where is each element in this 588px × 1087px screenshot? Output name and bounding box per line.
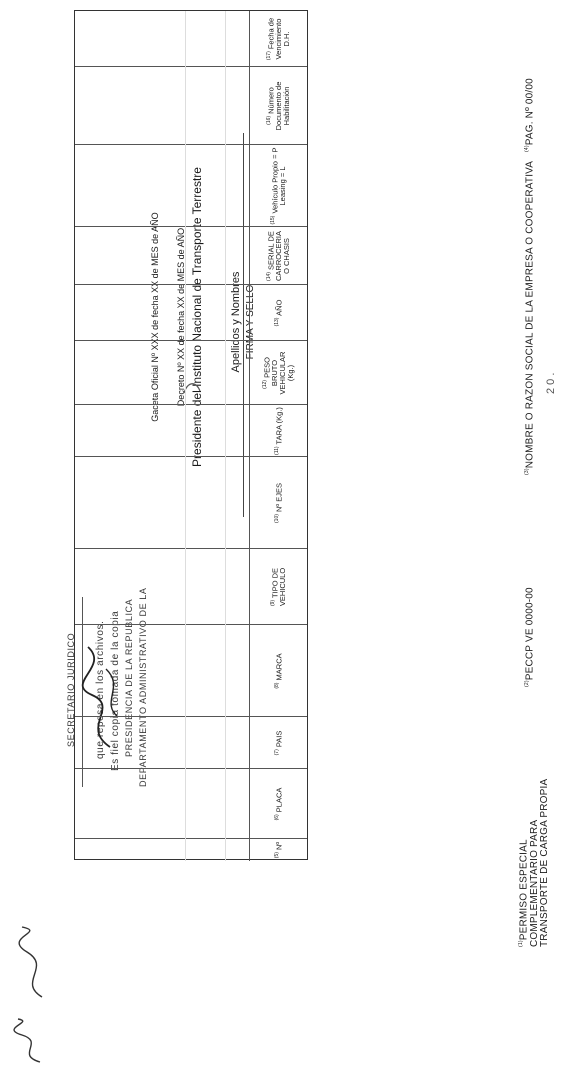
column-header — [249, 717, 307, 769]
row-divider — [185, 11, 186, 67]
permit-code-text: PECCP VE 0000-00 — [524, 587, 536, 681]
page-num-ref: (4) — [524, 145, 530, 152]
column-header — [249, 839, 307, 861]
row-divider — [225, 11, 226, 67]
row-divider — [225, 145, 226, 227]
row-divider — [185, 717, 186, 769]
table-column-band — [75, 285, 307, 341]
stamp-line-3: Es fiel copia tomada de la copia — [110, 610, 121, 771]
column-header — [249, 549, 307, 625]
column-number: (13) — [273, 317, 280, 327]
row-divider — [225, 67, 226, 145]
margin-scribble-2 — [10, 1017, 50, 1067]
column-number: (16) — [265, 115, 272, 125]
row-divider — [185, 341, 186, 405]
stamp-line-4: que reposa en los archivos. — [95, 620, 106, 759]
column-header — [249, 625, 307, 717]
column-header — [249, 227, 307, 285]
column-header — [249, 769, 307, 839]
row-divider — [225, 625, 226, 717]
table-column-band — [75, 839, 307, 861]
margin-scribble-1 — [12, 922, 57, 1002]
gazette-line: Gaceta Oficial Nº XXX de fecha XX de MES de AÑO — [150, 212, 160, 422]
page-number — [525, 42, 536, 152]
table-column-band — [75, 625, 307, 717]
column-number: (8) — [273, 682, 280, 689]
table-column-band — [75, 769, 307, 839]
table-column-band — [75, 457, 307, 549]
firma-sello: FIRMA Y SELLO — [245, 284, 256, 360]
row-divider — [225, 405, 226, 457]
row-divider — [185, 769, 186, 839]
column-number: (15) — [269, 215, 276, 225]
row-divider — [225, 839, 226, 861]
column-number: (17) — [265, 51, 272, 61]
stamp-line-1: DEPARTAMENTO ADMINISTRATIVO DE LA — [138, 587, 148, 787]
row-divider — [225, 769, 226, 839]
row-divider — [225, 457, 226, 549]
column-number: (12) — [261, 380, 268, 389]
table-column-band — [75, 11, 307, 67]
permit-title — [519, 747, 551, 947]
row-divider — [225, 341, 226, 405]
top-mark: 2 0 . — [545, 372, 557, 394]
page-number-text: PAG. Nº 00/00 — [524, 78, 536, 146]
row-divider — [185, 145, 186, 227]
table-column-band — [75, 341, 307, 405]
column-label: PLACA — [273, 787, 283, 815]
stamp-footer: SECRETARIO JURIDICO — [66, 632, 76, 747]
table-column-band — [75, 717, 307, 769]
row-divider — [185, 457, 186, 549]
column-header — [249, 457, 307, 549]
column-header — [249, 145, 307, 227]
column-number: (9) — [269, 599, 276, 607]
vehicle-table-portrait — [74, 10, 308, 860]
table-column-band — [75, 145, 307, 227]
row-divider — [185, 67, 186, 145]
permit-code — [525, 527, 536, 687]
column-label: Vehículo Propio = P Leasing = L — [269, 147, 287, 216]
column-label: Número Documento de Habilitación — [265, 81, 291, 131]
row-divider — [185, 839, 186, 861]
column-number: (11) — [273, 446, 280, 455]
company-label-text: NOMBRE O RAZON SOCIAL DE LA EMPRESA O COOPERATIVA — [524, 160, 536, 469]
column-number: (6) — [273, 814, 280, 821]
row-divider — [185, 625, 186, 717]
column-header — [249, 11, 307, 67]
permit-title-line-2: COMPLEMENTARIO PARA — [528, 819, 540, 947]
row-divider — [225, 227, 226, 285]
permit-title-line-3: TRANSPORTE DE CARGA PROPIA — [539, 778, 551, 947]
column-header — [249, 341, 307, 405]
stamp-line-2: PRESIDENCIA DE LA REPUBLICA — [124, 598, 134, 757]
row-divider — [185, 405, 186, 457]
permit-code-num: (2) — [524, 680, 530, 687]
column-number: (7) — [273, 749, 280, 756]
column-label: PESO BRUTO VEHICULAR (Kg.) — [262, 351, 295, 395]
table-column-band — [75, 227, 307, 285]
company-name-label — [525, 155, 536, 475]
column-header — [249, 67, 307, 145]
column-label: SERIAL DE CARROCERIA O CHASIS — [265, 231, 291, 282]
apellidos-nombres: Apellidos y Nombres — [230, 271, 242, 373]
column-label: AÑO — [273, 299, 283, 318]
column-header — [249, 405, 307, 457]
decree-line: Decreto Nº XX de fecha XX de MES de AÑO — [176, 227, 186, 407]
column-label: TIPO DE VEHICULO — [269, 567, 287, 607]
president-title: Presidente del Instituto Nacional de Transporte Terrestre — [190, 167, 204, 467]
column-label: TARA (Kg.) — [273, 407, 283, 447]
row-divider — [185, 549, 186, 625]
permit-title-num: (1) — [518, 940, 524, 947]
column-label: Nº EJES — [273, 483, 283, 515]
table-column-band — [75, 67, 307, 145]
row-divider — [185, 227, 186, 285]
column-label: MARCA — [273, 653, 283, 683]
row-divider — [225, 717, 226, 769]
table-column-band — [75, 405, 307, 457]
column-number: (14) — [265, 272, 272, 281]
column-header — [249, 285, 307, 341]
row-divider — [225, 285, 226, 341]
row-divider — [225, 549, 226, 625]
permit-title-line-1: PERMISO ESPECIAL — [518, 839, 530, 941]
table-column-band — [75, 549, 307, 625]
company-num: (3) — [524, 468, 530, 475]
row-divider — [185, 285, 186, 341]
column-label: Nº — [273, 841, 283, 853]
column-number: (10) — [273, 514, 280, 523]
column-label: Fecha de Vencimiento D.H. — [265, 17, 291, 60]
column-number: (5) — [273, 852, 280, 859]
column-label: PAIS — [273, 730, 283, 750]
